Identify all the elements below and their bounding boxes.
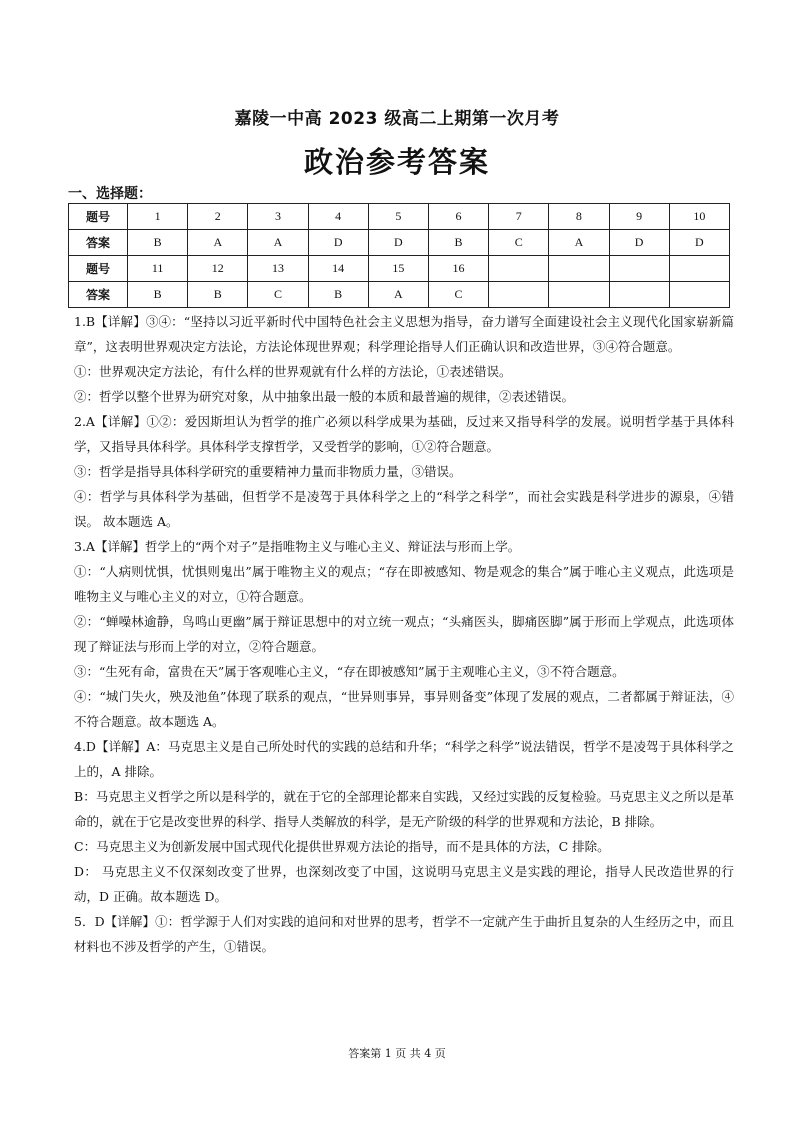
explanation-paragraph: ④：“城门失火，殃及池鱼”体现了联系的观点，“世异则事异，事异则备变”体现了发展的观点，二者都属于辩证法，④不符合题意。故本题选 A。: [74, 689, 734, 729]
explanation-paragraph: B：马克思主义哲学之所以是科学的，就在于它的全部理论都来自实践，又经过实践的反复检验。马克思主义之所以是革命的，就在于它是改变世界的科学、指导人类解放的科学，是无产阶级的科学的世界观和方法论，B 排除。: [74, 789, 734, 829]
answer-cell: D: [368, 230, 428, 256]
question-number-cell: 11: [128, 256, 188, 282]
question-number-cell: 14: [308, 256, 368, 282]
explanation-paragraph: ②：“蝉噪林逾静，鸟鸣山更幽”属于辩证思想中的对立统一观点；“头痛医头，脚痛医脚”属于形而上学观点，此选项体现了辩证法与形而上学的对立，②符合题意。: [74, 614, 734, 654]
table-row-numbers: [69, 256, 730, 282]
answer-cell: C: [489, 230, 549, 256]
section-heading: 一、选择题：: [68, 186, 152, 202]
explanation-paragraph: 2.A【详解】①②：爱因斯坦认为哲学的推广必须以科学成果为基础，反过来又指导科学的发展。说明哲学基于具体科学，又指导具体科学。具体科学支撑哲学，又受哲学的影响，①②符合题意。: [74, 414, 734, 454]
question-number-cell: 16: [428, 256, 488, 282]
answer-cell: D: [669, 230, 729, 256]
explanation-paragraph: ②：哲学以整个世界为研究对象，从中抽象出最一般的本质和最普遍的规律，②表述错误。: [74, 389, 575, 404]
answer-cell: A: [549, 230, 609, 256]
question-number-cell: 3: [248, 204, 308, 230]
question-number-cell: 4: [308, 204, 368, 230]
question-number-cell: 8: [549, 204, 609, 230]
explanation-paragraph: 5．D【详解】①：哲学源于人们对实践的追问和对世界的思考，哲学不一定就产生于曲折且复杂的人生经历之中，而且材料也不涉及哲学的产生，①错误。: [74, 914, 734, 954]
question-number-cell: 2: [188, 204, 248, 230]
question-number-cell: 7: [489, 204, 549, 230]
explanation-paragraph: 1.B【详解】③④：“坚持以习近平新时代中国特色社会主义思想为指导，奋力谱写全面建设社会主义现代化国家崭新篇章”，这表明世界观决定方法论，方法论体现世界观；科学理论指导人们正确认识和改造世界，③④符合题意。: [74, 314, 734, 354]
answer-table: [68, 203, 730, 308]
explanation-paragraph: C：马克思主义为创新发展中国式现代化提供世界观方法论的指导，而不是具体的方法，C 排除。: [74, 839, 610, 854]
question-number-cell: [669, 256, 729, 282]
question-number-cell: [609, 256, 669, 282]
question-number-cell: 6: [428, 204, 488, 230]
page-title: 政治参考答案: [303, 145, 490, 179]
table-row-answers: [69, 282, 730, 308]
row-label-answer: 答案: [69, 230, 128, 256]
page-footer: 答案第 1 页 共 4 页: [348, 1047, 446, 1060]
question-number-cell: [549, 256, 609, 282]
answer-cell: B: [128, 230, 188, 256]
table-row-answers: [69, 230, 730, 256]
explanation-paragraph: 3.A【详解】哲学上的“两个对子”是指唯物主义与唯心主义、辩证法与形而上学。: [74, 539, 521, 554]
answer-cell: [669, 282, 729, 308]
answer-cell: B: [428, 230, 488, 256]
explanation-paragraph: ①：世界观决定方法论，有什么样的世界观就有什么样的方法论，①表述错误。: [74, 364, 512, 379]
question-number-cell: 12: [188, 256, 248, 282]
answer-cell: D: [609, 230, 669, 256]
table-row-numbers: [69, 204, 730, 230]
answer-cell: B: [188, 282, 248, 308]
question-number-cell: 15: [368, 256, 428, 282]
answer-cell: A: [368, 282, 428, 308]
explanation-paragraph: ③：“生死有命，富贵在天”属于客观唯心主义，“存在即被感知”属于主观唯心主义，③不符合题意。: [74, 664, 625, 679]
question-number-cell: [489, 256, 549, 282]
answer-cell: B: [128, 282, 188, 308]
answer-cell: B: [308, 282, 368, 308]
explanation-paragraph: D： 马克思主义不仅深刻改变了世界，也深刻改变了中国，这说明马克思主义是实践的理论，指导人民改造世界的行动，D 正确。故本题选 D。: [74, 864, 734, 904]
question-number-cell: 13: [248, 256, 308, 282]
question-number-cell: 1: [128, 204, 188, 230]
answer-cell: A: [188, 230, 248, 256]
answer-cell: [609, 282, 669, 308]
explanation-paragraph: ③：哲学是指导具体科学研究的重要精神力量而非物质力量，③错误。: [74, 464, 462, 479]
answer-cell: C: [428, 282, 488, 308]
explanation-paragraph: 4.D【详解】A：马克思主义是自己所处时代的实践的总结和升华；“科学之科学”说法错误，哲学不是凌驾于具体科学之上的，A 排除。: [74, 739, 734, 779]
answer-cell: D: [308, 230, 368, 256]
question-number-cell: 5: [368, 204, 428, 230]
exam-title: 嘉陵一中高 2023 级高二上期第一次月考: [234, 109, 560, 129]
answer-cell: [489, 282, 549, 308]
row-label-number: 题号: [69, 204, 128, 230]
answer-cell: [549, 282, 609, 308]
answer-cell: A: [248, 230, 308, 256]
explanations: [74, 309, 734, 959]
explanation-paragraph: ④：哲学与具体科学为基础，但哲学不是凌驾于具体科学之上的“科学之科学”，而社会实践是科学进步的源泉，④错误。 故本题选 A。: [74, 489, 734, 529]
question-number-cell: 10: [669, 204, 729, 230]
row-label-answer: 答案: [69, 282, 128, 308]
question-number-cell: 9: [609, 204, 669, 230]
explanation-paragraph: ①：“人病则忧惧，忧惧则鬼出”属于唯物主义的观点；“存在即被感知、物是观念的集合”属于唯心主义观点，此选项是唯物主义与唯心主义的对立，①符合题意。: [74, 564, 734, 604]
row-label-number: 题号: [69, 256, 128, 282]
answer-cell: C: [248, 282, 308, 308]
